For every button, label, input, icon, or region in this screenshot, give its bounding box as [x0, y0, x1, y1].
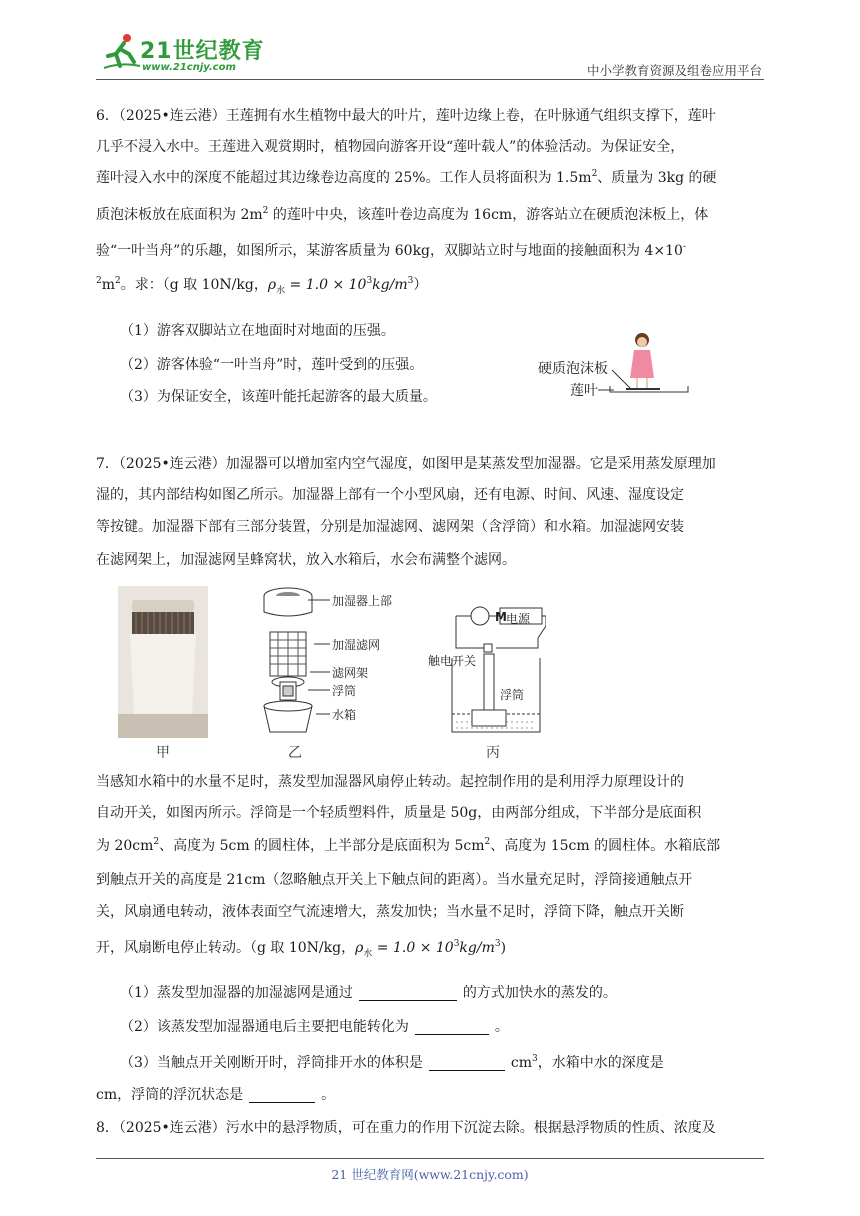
q7-line4: 在滤网架上，加湿滤网呈蜂窝状，放入水箱后，水会布满整个滤网。 [96, 552, 516, 568]
label-foam-board: 硬质泡沫板 [538, 361, 608, 377]
answer-blank-2[interactable] [415, 1018, 489, 1035]
q7-p2-line6: 开，风扇断电停止转动。（g 取 10N/kg，$\rho_水 = 1.0 \times 10^3kg/m^3$) [96, 939, 507, 959]
logo-brand: 21世纪教育 [140, 39, 265, 64]
answer-blank-3[interactable] [429, 1054, 505, 1071]
q6-line1: 6．（2025•连云港）王莲拥有水生植物中最大的叶片，莲叶边缘上卷，在叶脉通气组织支撑下，莲叶 [96, 108, 716, 124]
caption-bing: 丙 [486, 745, 500, 761]
page-footer [96, 1158, 764, 1182]
q6-sub1: （1）游客双脚站立在地面时对地面的压强。 [120, 323, 395, 339]
q7-line2: 湿的，其内部结构如图乙所示。加湿器上部有一个小型风扇，还有电源、时间、风速、湿度设定 [96, 487, 684, 503]
q7-line1: 7．（2025•连云港）加湿器可以增加室内空气湿度，如图甲是某蒸发型加湿器。它是采用蒸发原理加 [96, 456, 716, 472]
label-power: 电源 [506, 612, 531, 626]
label-float: 浮筒 [332, 684, 357, 698]
answer-blank-1[interactable] [359, 984, 457, 1001]
header-rule [96, 79, 764, 80]
label-lotus-leaf: 莲叶 [570, 383, 598, 399]
q6-line3: 莲叶浸入水中的深度不能超过其边缘卷边高度的 25%。工作人员将面积为 $1.5m^2$、质量为 3kg 的硬 [96, 169, 717, 186]
humidifier-photo [118, 586, 208, 738]
q6-sub2: （2）游客体验“一叶当舟”时，莲叶受到的压强。 [120, 357, 424, 373]
site-logo[interactable] [96, 30, 276, 80]
q7-p2-line1: 当感知水箱中的水量不足时，蒸发型加湿器风扇停止转动。起控制作用的是利用浮力原理设计的 [96, 774, 684, 790]
q7-p2-line5: 关，风扇通电转动，液体表面空气流速增大，蒸发加快；当水量不足时，浮筒下降，触点开关断 [96, 904, 684, 920]
answer-blank-4[interactable] [249, 1086, 315, 1103]
footer-link[interactable]: 21 世纪教育网(www.21cnjy.com) [331, 1167, 529, 1182]
label-filter: 加湿滤网 [332, 638, 381, 652]
runner-logo-icon [102, 32, 142, 72]
q7-p2-line2: 自动开关，如图丙所示。浮筒是一个轻质塑料件，质量是 50g，由两部分组成，下半部分是底面积 [96, 805, 702, 821]
logo-url: www.21cnjy.com [142, 62, 236, 73]
q6-line6: $^2m^2$。求：（g 取 10N/kg，$\rho_水 = 1.0 \times 10^3kg/m^3$） [96, 276, 428, 296]
page-header [96, 30, 764, 80]
q8-line1: 8．（2025•连云港）污水中的悬浮物质，可在重力的作用下沉淀去除。根据悬浮物质的性质、浓度及 [96, 1120, 716, 1136]
q7-sub3-cont: cm，浮筒的浮沉状态是 。 [96, 1087, 336, 1103]
q6-sub3: （3）为保证安全，该莲叶能托起游客的最大质量。 [120, 389, 437, 405]
q6-line5: 验“一叶当舟”的乐趣，如图所示，某游客质量为 60kg，双脚站立时与地面的接触面积为 4×10- [96, 242, 686, 259]
q7-p2-line4: 到触点开关的高度是 21cm（忽略触点开关上下触点间的距离）。当水量充足时，浮筒接通触点开 [96, 872, 693, 888]
humidifier-figures [118, 586, 548, 764]
q7-p2-line3: 为 $20cm^2$、高度为 5cm 的圆柱体，上半部分是底面积为 $5cm^2$、高度为 15cm 的圆柱体。水箱底部 [96, 837, 721, 854]
lotus-figure [534, 330, 694, 414]
caption-yi: 乙 [288, 745, 302, 761]
label-humidifier-top: 加湿器上部 [332, 594, 393, 608]
q7-sub1: （1）蒸发型加湿器的加湿滤网是通过 的方式加快水的蒸发的。 [120, 985, 617, 1001]
label-water-tank: 水箱 [332, 708, 357, 722]
label-contact-switch: 触电开关 [428, 654, 477, 668]
label-motor: M [495, 610, 507, 624]
q6-line4: 质泡沫板放在底面积为 $2m^2$ 的莲叶中央，该莲叶卷边高度为 16cm，游客站立在硬质泡沫板上，体 [96, 206, 709, 223]
label-float-tube: 浮筒 [500, 688, 525, 702]
q7-line3: 等按键。加湿器下部有三部分装置，分别是加湿滤网、滤网架（含浮筒）和水箱。加湿滤网安装 [96, 519, 684, 535]
q7-sub2: （2）该蒸发型加湿器通电后主要把电能转化为 。 [120, 1019, 509, 1035]
q6-line2: 几乎不浸入水中。王莲进入观赏期时，植物园向游客开设“莲叶载人”的体验活动。为保证安全， [96, 139, 685, 155]
label-filter-rack: 滤网架 [332, 666, 369, 680]
header-slogan: 中小学教育资源及组卷应用平台 [586, 63, 762, 78]
caption-jia: 甲 [156, 745, 170, 761]
q7-sub3: （3）当触点开关刚断开时，浮筒排开水的体积是 $cm^3$，水箱中水的深度是 [120, 1054, 664, 1071]
